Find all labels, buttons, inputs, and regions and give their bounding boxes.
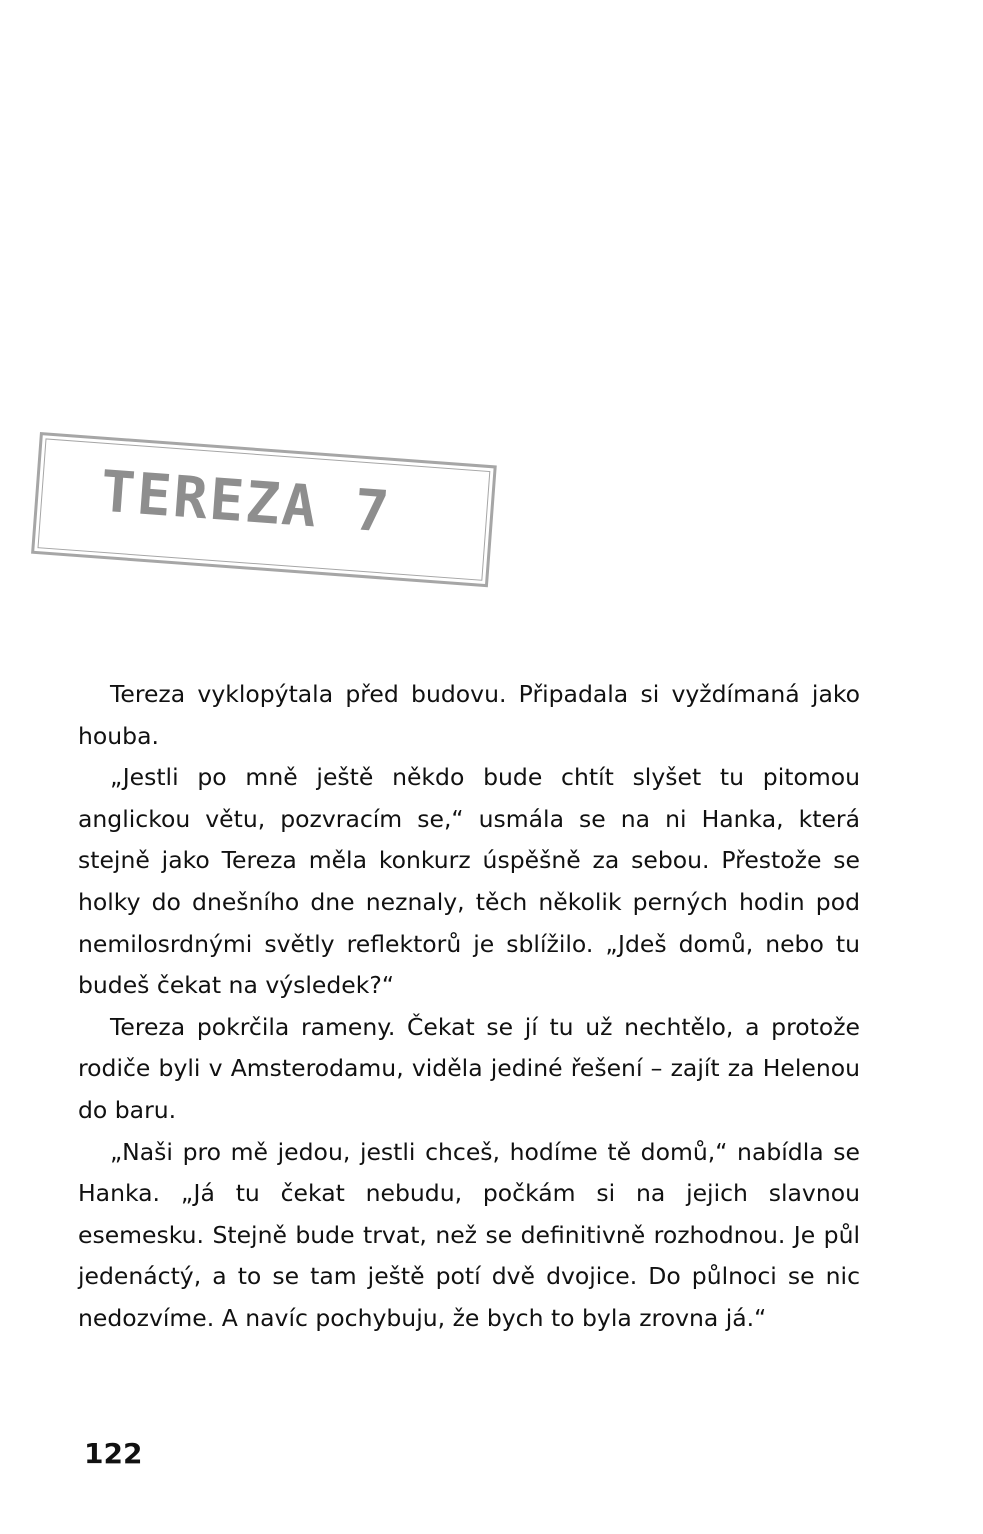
chapter-title: TEREZA 7	[98, 458, 393, 546]
paragraph: „Naši pro mě jedou, jestli chceš, hodíme tě domů,“ nabídla se Hanka. „Já tu čekat nebudu, počkám si na jejich slavnou esemesku. Stejně bude trvat, než se definitivně rozhodnou. Je půl jedenáctý, a to se tam ještě potí dvě dvojice. Do půlnoci se nic nedozvíme. A navíc pochybuju, že bych to byla zrovna já.“	[78, 1137, 860, 1332]
paragraph: Tereza pokrčila rameny. Čekat se jí tu už nechtělo, a protože rodiče byli v Amsterodamu, viděla jediné řešení – zajít za Helenou do baru.	[78, 1012, 860, 1124]
chapter-body	[78, 674, 860, 1340]
page-number: 122	[84, 1437, 143, 1470]
paragraph: „Jestli po mně ještě někdo bude chtít slyšet tu pitomou anglickou větu, pozvracím se,“ usmála se na ni Hanka, která stejně jako Tereza měla konkurz úspěšně za sebou. Přestože se holky do dnešního dne neznaly, těch několik perných hodin pod nemilosrdnými světly reflektorů je sblížilo. „Jdeš domů, nebo tu budeš čekat na výsledek?“	[78, 763, 860, 1000]
chapter-stamp	[31, 432, 497, 587]
paragraph: Tereza vyklopýtala před budovu. Připadala si vyždímaná jako houba.	[78, 680, 860, 750]
